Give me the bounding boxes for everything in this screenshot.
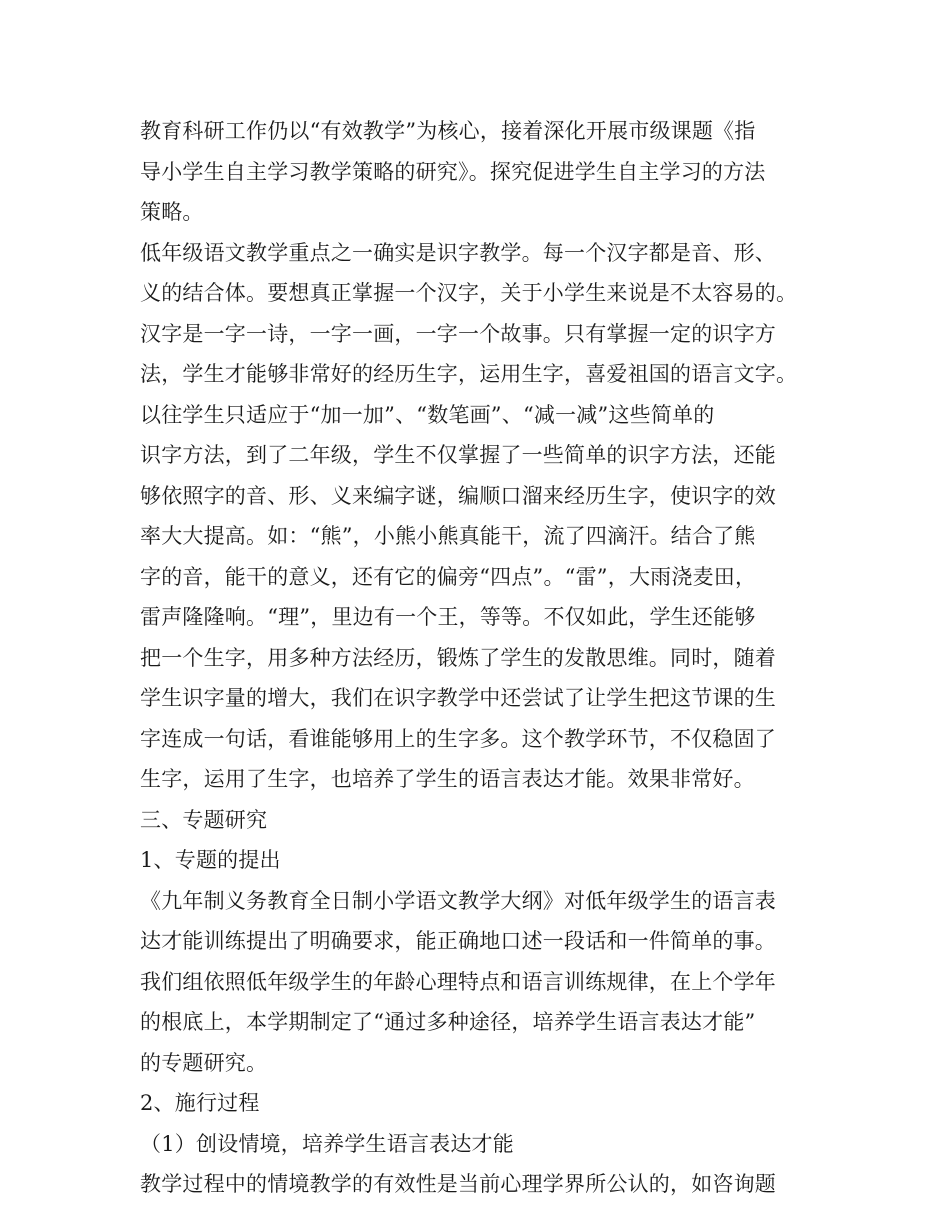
text-line: 导小学生自主学习教学策略的研究》。探究促进学生自主学习的方法 [140, 159, 766, 184]
text-line: 义的结合体。要想真正掌握一个汉字，关于小学生来说是不太容易的。 [140, 281, 798, 305]
text-line: 学生识字量的增大，我们在识字教学中还尝试了让学生把这节课的生 [140, 686, 776, 710]
body-text [140, 111, 830, 1205]
text-line: 低年级语文教学重点之一确实是识字教学。每一个汉字都是音、形、 [140, 240, 776, 265]
text-line: 达才能训练提出了明确要求，能正确地口述一段话和一件简单的事。 [140, 929, 776, 953]
section-heading: 三、专题研究 [140, 807, 268, 832]
text-line: 教学过程中的情境教学的有效性是当前心理学界所公认的，如咨询题 [140, 1172, 776, 1196]
subsection-heading: 1、专题的提出 [140, 848, 281, 872]
text-line: 汉字是一字一诗，一字一画，一字一个故事。只有掌握一定的识字方 [140, 321, 776, 346]
text-line: 我们组依照低年级学生的年龄心理特点和语言训练规律，在上个学年 [140, 969, 776, 994]
text-line: 的根底上，本学期制定了“通过多种途径，培养学生语言表达才能” [140, 1010, 756, 1034]
text-line: 生字，运用了生字，也培养了学生的语言表达才能。效果非常好。 [140, 767, 755, 791]
text-line: 的专题研究。 [140, 1050, 268, 1075]
subsection-heading: 2、施行过程 [140, 1091, 260, 1115]
sub-item-heading: （1）创设情境，培养学生语言表达才能 [140, 1131, 514, 1156]
text-line: 雷声隆隆响。“理”，里边有一个王，等等。不仅如此，学生还能够 [140, 605, 756, 629]
text-line: 字连成一句话，看谁能够用上的生字多。这个教学环节，不仅稳固了 [140, 726, 776, 751]
text-line: 教育科研工作仍以“有效教学”为核心，接着深化开展市级课题《指 [140, 119, 756, 143]
text-line: 率大大提高。如：“熊”，小熊小熊真能干，流了四滴汗。结合了熊 [140, 524, 756, 548]
text-line: 字的音，能干的意义，还有它的偏旁“四点”。“雷”，大雨浇麦田， [140, 564, 757, 589]
text-line: 《九年制义务教育全日制小学语文教学大纲》对低年级学生的语言表 [140, 888, 776, 913]
text-line: 策略。 [140, 200, 204, 224]
text-line: 法，学生才能够非常好的经历生字，运用生字，喜爱祖国的语言文字。 [140, 362, 798, 386]
text-line: 把一个生字，用多种方法经历，锻炼了学生的发散思维。同时，随着 [140, 645, 776, 670]
text-line: 以往学生只适应于“加一加”、“数笔画”、“减一减”这些简单的 [140, 402, 715, 427]
text-line: 识字方法，到了二年级，学生不仅掌握了一些简单的识字方法，还能 [140, 443, 776, 467]
text-line: 够依照字的音、形、义来编字谜，编顺口溜来经历生字，使识字的效 [140, 483, 776, 508]
